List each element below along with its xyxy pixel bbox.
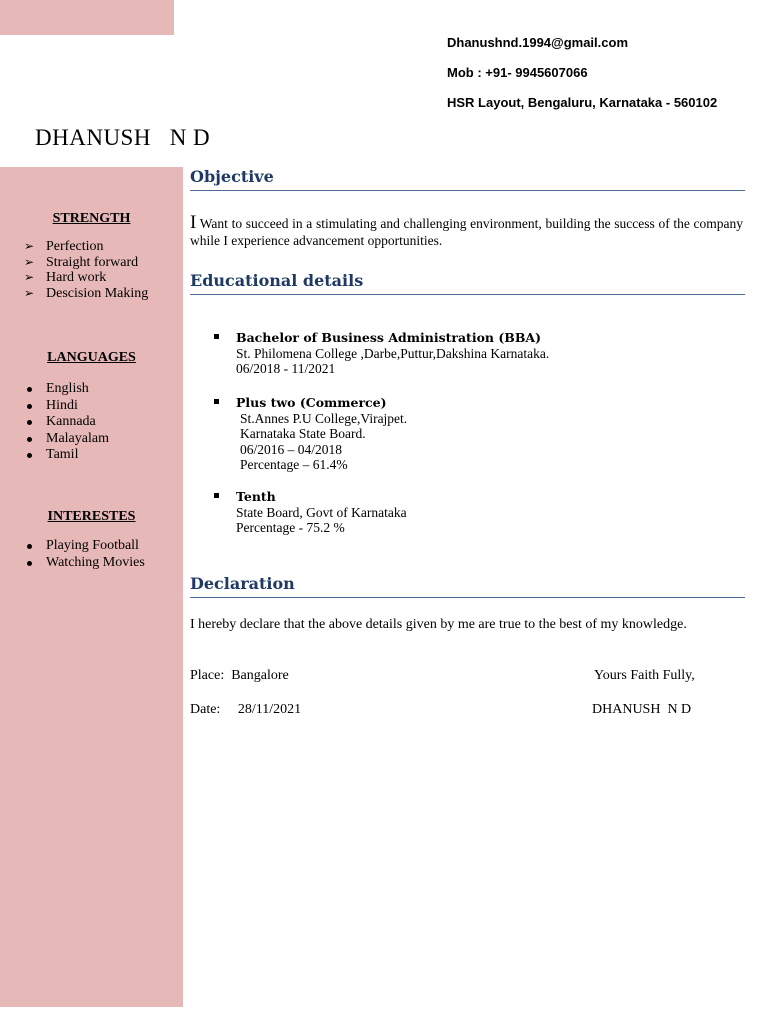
education-heading: Educational details	[190, 271, 745, 295]
square-bullet-icon	[214, 399, 219, 404]
interests-section	[0, 509, 183, 570]
candidate-name: DHANUSH N D	[35, 125, 211, 150]
list-item: Tamil	[0, 447, 183, 463]
education-item-plus-two	[214, 395, 407, 473]
address-text: HSR Layout, Bengaluru, Karnataka - 560102	[447, 95, 718, 110]
list-item: Malayalam	[0, 431, 183, 447]
education-line: St.Annes P.U College,Virajpet.	[240, 410, 408, 426]
education-title: Plus two (Commerce)	[236, 395, 387, 410]
education-line: Karnataka State Board.	[240, 426, 366, 441]
signature-name: DHANUSH N D	[592, 702, 692, 717]
objective-text	[190, 214, 743, 249]
languages-list	[0, 381, 183, 463]
contact-block	[447, 35, 717, 125]
date-text: Date: 28/11/2021	[190, 702, 302, 717]
education-line: Percentage – 61.4%	[240, 457, 348, 472]
interests-list	[0, 538, 183, 570]
top-accent-bar	[0, 0, 174, 35]
list-item: ➢ Perfection	[0, 239, 183, 255]
interests-title: INTERESTES	[47, 509, 136, 524]
education-line: St. Philomena College ,Darbe,Puttur,Dakshina Karnataka.	[236, 345, 550, 361]
education-line: State Board, Govt of Karnataka	[236, 504, 407, 520]
education-title: Bachelor of Business Administration (BBA)	[236, 330, 542, 345]
objective-first-letter: I	[190, 212, 197, 233]
education-item-tenth	[214, 489, 407, 536]
mobile-text: Mob : +91- 9945607066	[447, 65, 588, 80]
objective-body: Want to succeed in a stimulating and challenging environment, building the success of the company while I experience advancement opportunities.	[190, 216, 743, 248]
declaration-heading: Declaration	[190, 574, 745, 598]
list-item: ➢ Hard work	[0, 270, 183, 286]
square-bullet-icon	[214, 493, 219, 498]
list-item: ➢ Straight forward	[0, 255, 183, 271]
square-bullet-icon	[214, 334, 219, 339]
education-line: Percentage - 75.2 %	[236, 520, 345, 535]
education-line: 06/2018 - 11/2021	[236, 361, 336, 376]
list-item: Hindi	[0, 398, 183, 414]
education-line: 06/2016 – 04/2018	[240, 441, 343, 457]
list-item: ➢ Descision Making	[0, 286, 183, 302]
languages-section	[0, 350, 183, 463]
list-item: English	[0, 381, 183, 397]
place-text: Place: Bangalore	[190, 668, 289, 683]
list-item: Playing Football	[0, 538, 183, 554]
education-title: Tenth	[236, 489, 276, 504]
closing-text: Yours Faith Fully,	[594, 668, 695, 683]
strength-title: STRENGTH	[52, 211, 131, 226]
list-item: Kannada	[0, 414, 183, 430]
education-item-bba	[214, 330, 549, 377]
strength-list	[0, 239, 183, 301]
declaration-text: I hereby declare that the above details given by me are true to the best of my knowledge.	[190, 617, 687, 632]
languages-title: LANGUAGES	[47, 350, 136, 365]
list-item: Watching Movies	[0, 555, 183, 571]
strength-section	[0, 211, 183, 301]
objective-heading: Objective	[190, 167, 745, 191]
email-text[interactable]: Dhanushnd.1994@gmail.com	[447, 35, 628, 50]
